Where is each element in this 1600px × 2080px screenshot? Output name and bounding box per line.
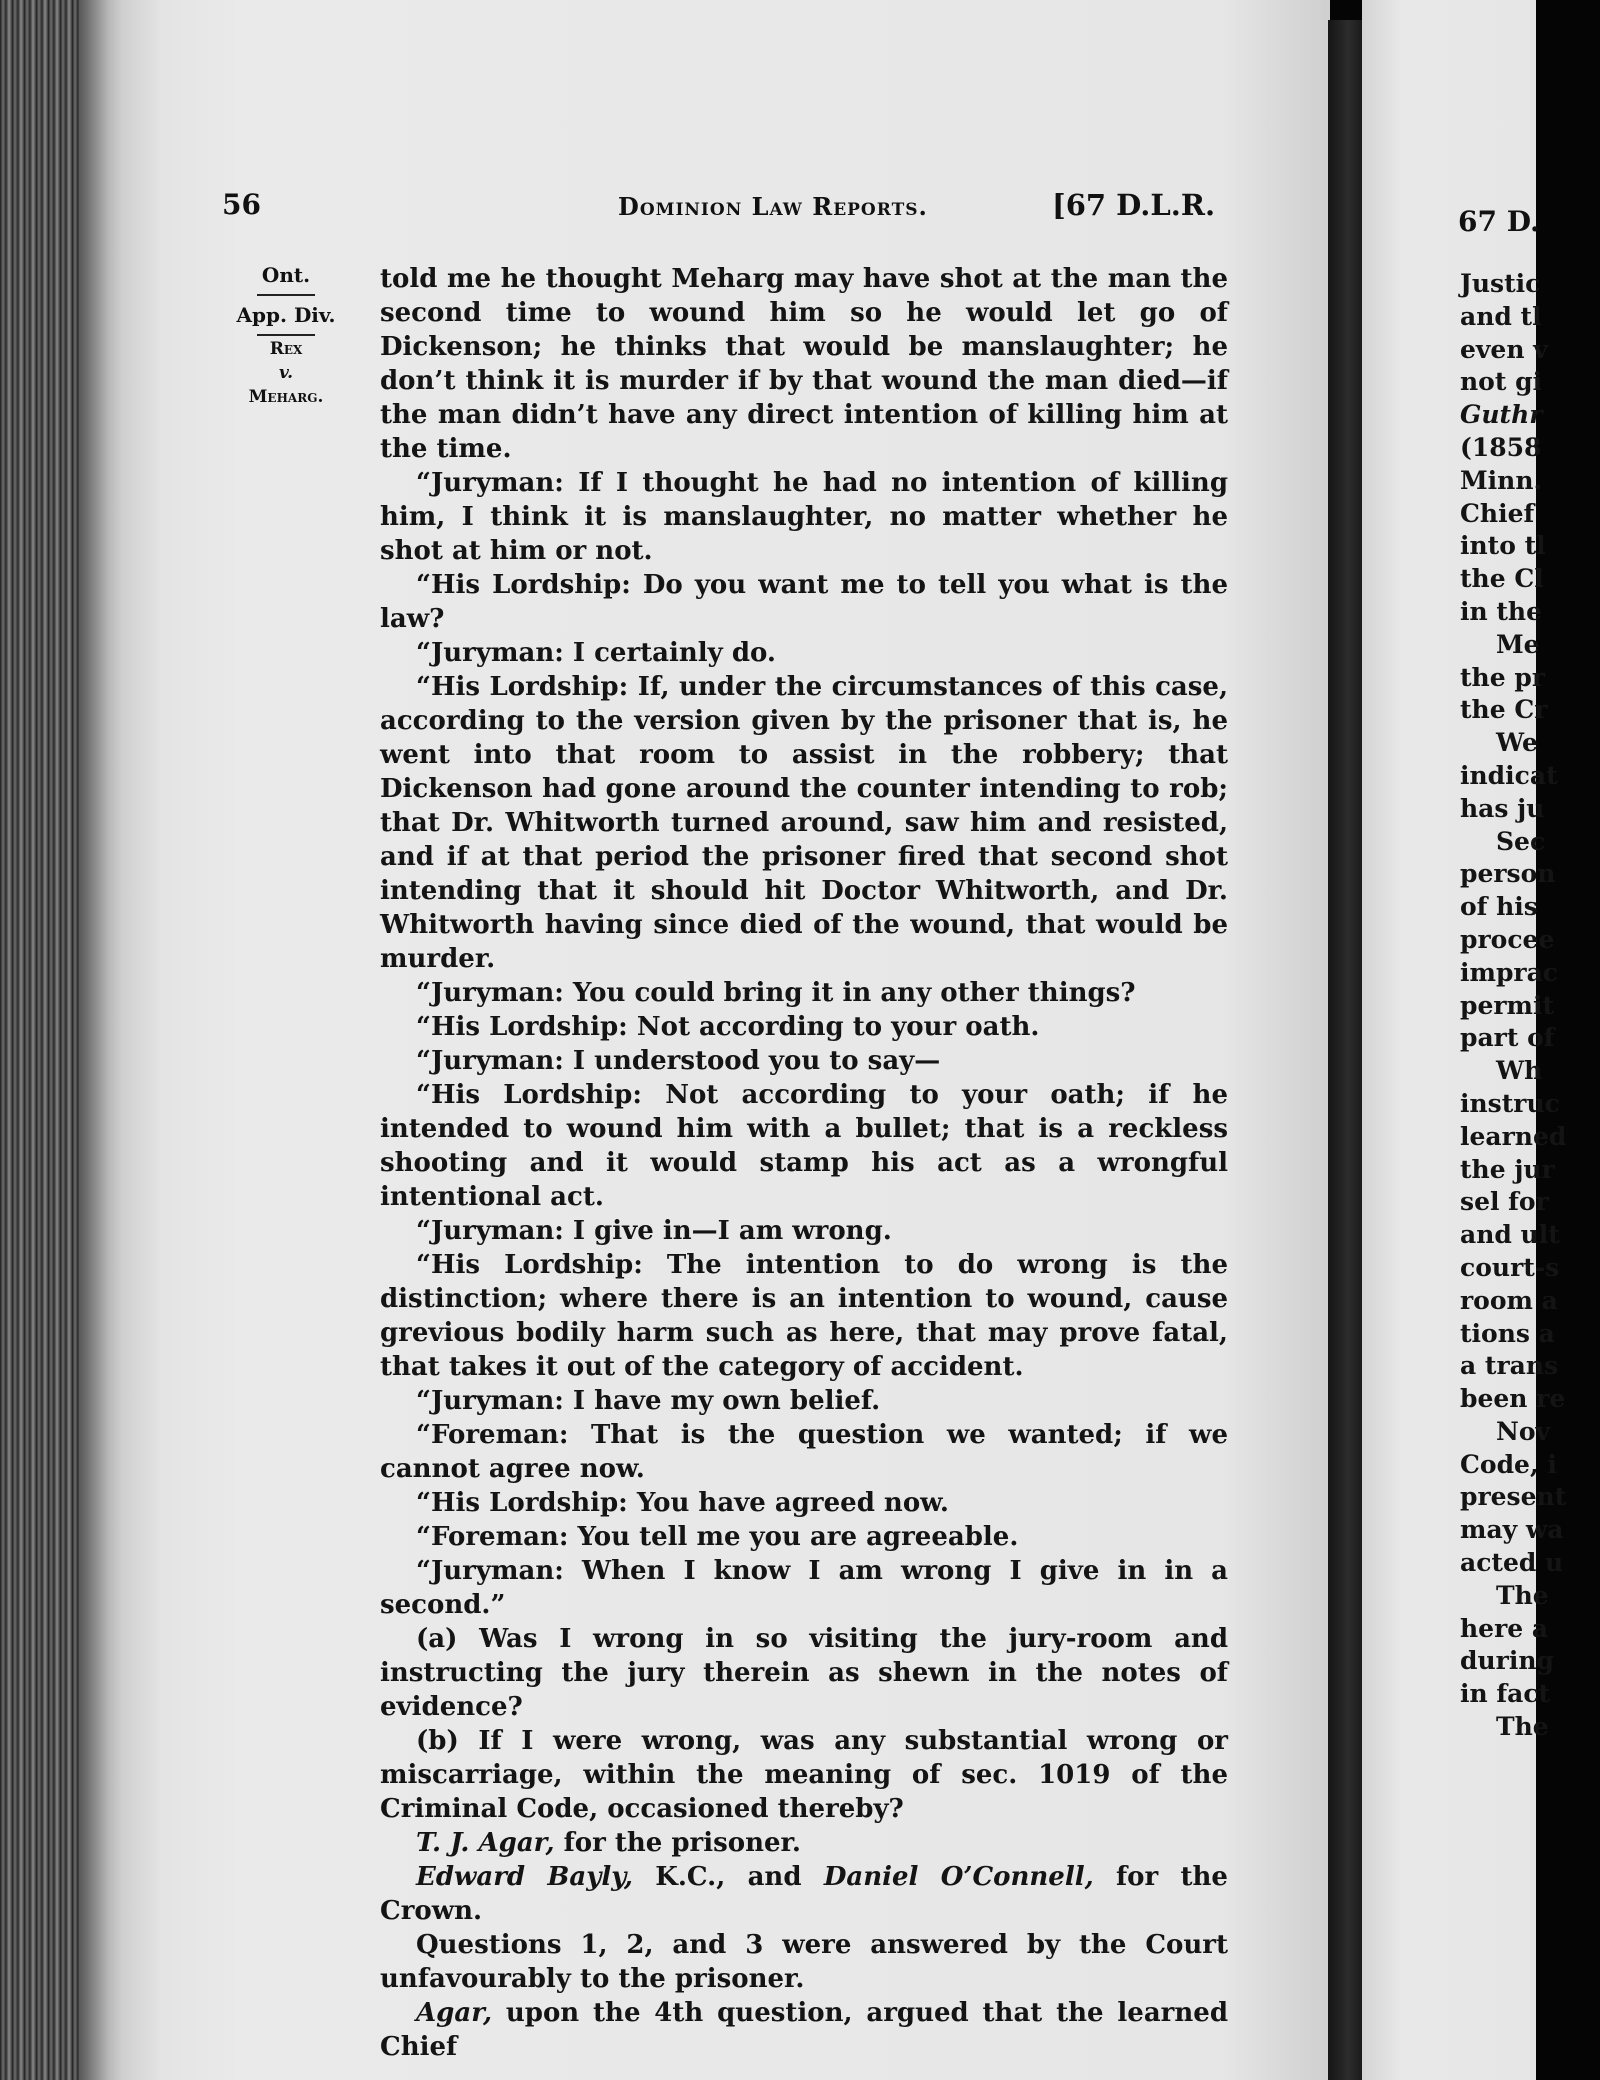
book-gutter <box>1328 20 1362 2080</box>
right-page-line: Guthr <box>1460 400 1543 430</box>
paragraph: (a) Was I wrong in so visiting the jury-room and instructing the jury therein as shewn in the notes of evidence? <box>380 1624 1228 1722</box>
right-page-line: indicat <box>1460 760 1558 790</box>
paragraph-counsel-crown <box>380 1860 1228 1928</box>
margin-case-party2: Meharg. <box>248 387 324 407</box>
right-page-line: We <box>1496 728 1538 758</box>
right-page-line: during <box>1460 1646 1554 1676</box>
paragraph: “His Lordship: Not according to your oath. <box>416 1012 1040 1042</box>
right-page-line: the Cl <box>1460 564 1544 594</box>
page-number: 56 <box>222 188 261 221</box>
margin-court: Ont. <box>261 263 311 287</box>
right-page-line: acted u <box>1460 1548 1564 1578</box>
paragraph: “Foreman: That is the question we wanted; if we cannot agree now. <box>380 1420 1228 1484</box>
right-page-line: Wh <box>1496 1056 1543 1086</box>
right-page-header: 67 D. <box>1458 205 1540 238</box>
right-page-line: tions a <box>1460 1318 1555 1348</box>
right-page-line: The <box>1496 1580 1549 1610</box>
paragraph: “Juryman: If I thought he had no intention of killing him, I think it is manslaughter, no matter whether he shot at him or not. <box>380 468 1228 566</box>
counsel-text: K.C., and <box>632 1862 824 1892</box>
right-page-line: not gi <box>1460 367 1543 397</box>
paragraph: Questions 1, 2, and 3 were answered by the Court unfavourably to the prisoner. <box>380 1930 1228 1994</box>
right-page-line: imprac <box>1460 957 1559 987</box>
paragraph: “Juryman: When I know I am wrong I give in in a second.” <box>380 1556 1228 1620</box>
volume-reference: [67 D.L.R. <box>1052 188 1216 222</box>
counsel-name: Agar, <box>416 1998 493 2028</box>
paragraph: “His Lordship: The intention to do wrong is the distinction; where there is an intention to wound, cause grevious bodily harm such as here, that may prove fatal, that takes it out of the category of accident. <box>380 1250 1228 1382</box>
page-edge-shadow <box>80 0 128 2080</box>
right-page-line: Justic <box>1460 269 1541 298</box>
right-page-line: present <box>1460 1482 1567 1512</box>
right-page-line: and tl <box>1460 301 1542 331</box>
counsel-role: for the prisoner. <box>554 1828 801 1858</box>
right-page-line: sel for <box>1460 1187 1549 1217</box>
right-page-line: and ult <box>1460 1220 1560 1250</box>
paragraph: “His Lordship: Not according to your oath; if he intended to wound him with a bullet; that is a reckless shooting and it would stamp his act as a wrongful intentional act. <box>380 1080 1228 1212</box>
right-page-line: (1858 <box>1460 432 1542 462</box>
margin-division: App. Div. <box>236 303 336 327</box>
right-page-line: into tl <box>1460 531 1546 561</box>
right-page-line: even v <box>1460 334 1548 364</box>
right-page-line: court-s <box>1460 1252 1560 1282</box>
paragraph: “Juryman: I certainly do. <box>416 638 776 668</box>
paragraph: “Juryman: I understood you to say— <box>416 1046 941 1076</box>
counsel-role: for the Crown. <box>380 1862 1228 1926</box>
right-page-line: a trans <box>1460 1351 1559 1381</box>
paragraph: “His Lordship: Do you want me to tell you what is the law? <box>380 570 1228 634</box>
counsel-name: T. J. Agar, <box>416 1828 555 1858</box>
right-page-line: in fact <box>1460 1679 1551 1709</box>
right-page-line: procee <box>1460 924 1555 954</box>
right-page-line: Chief <box>1460 498 1535 528</box>
right-page-line: the pr <box>1460 662 1545 692</box>
paragraph: “His Lordship: You have agreed now. <box>416 1488 949 1518</box>
right-page-line: in the <box>1460 596 1543 626</box>
right-page-line: of his <box>1460 892 1538 922</box>
paragraph-counsel-prisoner <box>380 1826 1228 1860</box>
paragraph: “His Lordship: If, under the circumstances of this case, according to the version given by the prisoner that is, he went into that room to assist in the robbery; that Dickenson had gone around the counter intending to rob; that Dr. Whitworth turned around, saw him and resisted, and if at that period the prisoner fired that second shot intending that it should hit Doctor Whitworth, and Dr. Whitworth having since died of the wound, that would be murder. <box>380 672 1228 974</box>
paragraph: told me he thought Meharg may have shot at the man the second time to wound him so he would let go of Dickenson; he thinks that would be manslaughter; he don’t think it is murder if by that wound the man died—if the man didn’t have any direct intention of killing him at the time. <box>380 264 1228 464</box>
right-page-line: permit <box>1460 990 1555 1020</box>
right-page-line: been re <box>1460 1384 1566 1414</box>
main-text-column <box>380 262 1228 2064</box>
right-page-line: the Cr <box>1460 695 1548 725</box>
counsel-name: Daniel O’Connell, <box>823 1862 1094 1892</box>
running-title: Dominion Law Reports. <box>618 192 928 221</box>
right-page-line: here a <box>1460 1613 1549 1643</box>
right-page-line: The <box>1496 1712 1549 1742</box>
paragraph: “Foreman: You tell me you are agreeable. <box>416 1522 1019 1552</box>
paragraph: “Juryman: I give in—I am wrong. <box>416 1216 892 1246</box>
right-page-line: room a <box>1460 1285 1558 1315</box>
right-page-line: part of <box>1460 1023 1555 1053</box>
right-page-line: has ju <box>1460 793 1545 823</box>
counsel-name: Edward Bayly, <box>416 1862 633 1892</box>
right-page-line: the jur <box>1460 1154 1555 1184</box>
right-page-line: learned <box>1460 1121 1567 1151</box>
right-page-line: Code, i <box>1460 1449 1557 1479</box>
right-page-line: Minn. <box>1460 465 1543 495</box>
paragraph: “Juryman: You could bring it in any other things? <box>416 978 1136 1008</box>
paragraph-argument <box>380 1996 1228 2064</box>
paragraph: “Juryman: I have my own belief. <box>416 1386 881 1416</box>
right-page-line: instruc <box>1460 1088 1560 1118</box>
margin-note <box>222 256 350 410</box>
right-page-line: Sec <box>1496 826 1546 856</box>
right-page-text-fragments <box>1460 268 1600 1744</box>
right-page-line: person <box>1460 859 1556 889</box>
paragraph: (b) If I were wrong, was any substantial wrong or miscarriage, within the meaning of sec. 1019 of the Criminal Code, occasioned thereby? <box>380 1726 1228 1824</box>
right-page-line: Me <box>1496 629 1540 659</box>
right-page-line: Nov <box>1496 1416 1551 1446</box>
margin-case-v: v. <box>278 363 294 383</box>
margin-case-party1: Rex <box>269 339 303 359</box>
right-page-line: may wa <box>1460 1515 1564 1545</box>
argument-text: upon the 4th question, argued that the learned Chief <box>380 1998 1228 2062</box>
